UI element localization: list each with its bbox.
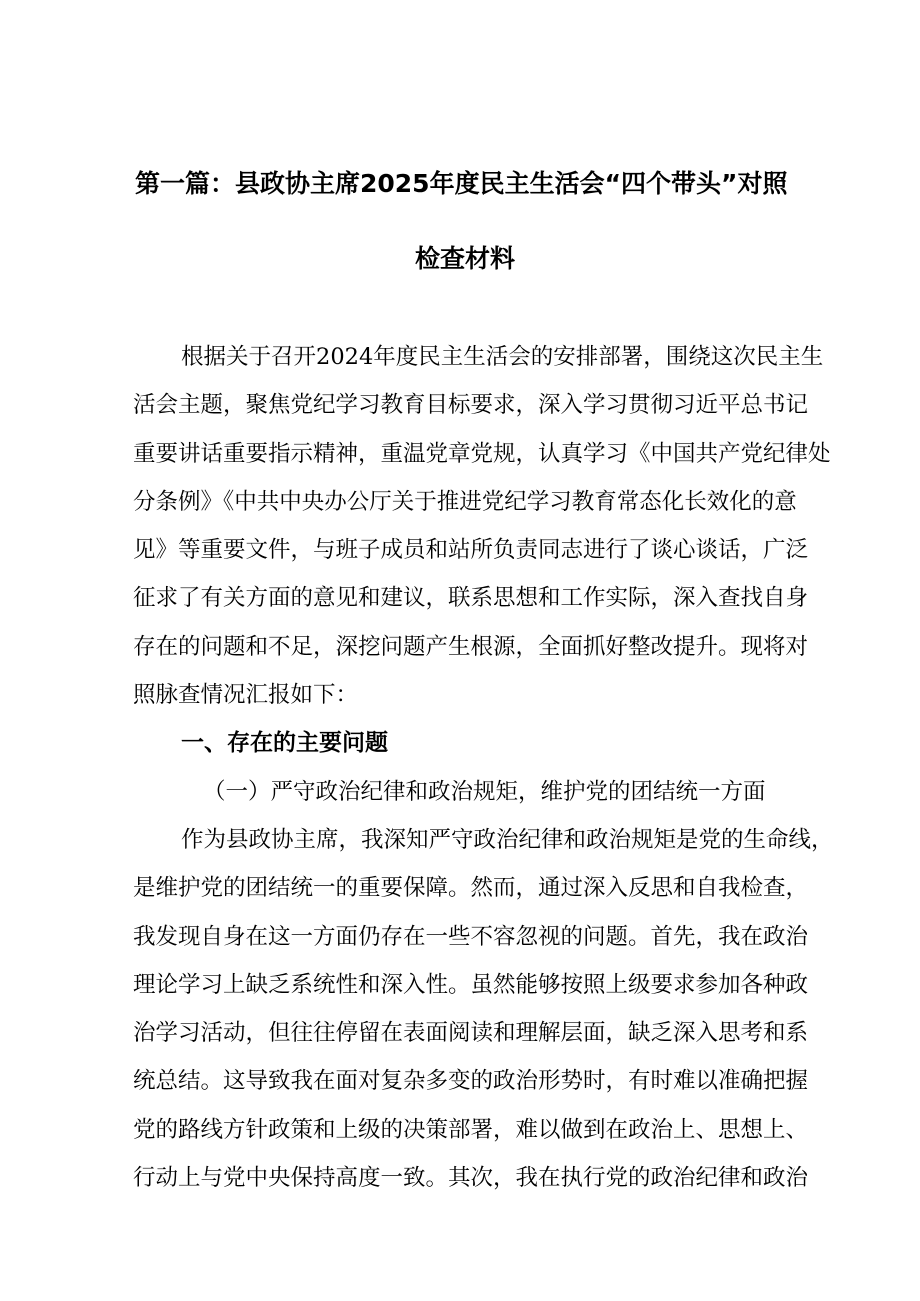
- body-line: 征求了有关方面的意见和建议，联系思想和工作实际，深入查找自身: [133, 585, 809, 612]
- body-line: 作为县政协主席，我深知严守政治纪律和政治规矩是党的生命线，: [181, 826, 834, 853]
- body-line: 见》等重要文件，与班子成员和站所负责同志进行了谈心谈话，广泛: [133, 537, 809, 564]
- body-line: 重要讲话重要指示精神，重温党章党规，认真学习《中国共产党纪律处: [133, 440, 831, 467]
- title-line-2: 检查材料: [415, 244, 516, 273]
- body-line: 是维护党的团结统一的重要保障。然而，通过深入反思和自我检查，: [133, 875, 809, 902]
- body-line: 根据关于召开2024年度民主生活会的安排部署，围绕这次民主生: [181, 344, 824, 370]
- document-body: [133, 333, 834, 1202]
- body-line: 统总结。这导致我在面对复杂多变的政治形势时，有时难以准确把握: [133, 1068, 809, 1095]
- body-line: 分条例》《中共中央办公厅关于推进党纪学习教育常态化长效化的意: [133, 488, 797, 515]
- body-line: 活会主题，聚焦党纪学习教育目标要求，深入学习贯彻习近平总书记: [133, 392, 809, 419]
- body-line: 存在的问题和不足，深挖问题产生根源，全面抓好整改提升。现将对: [133, 633, 809, 660]
- body-line: 我发现自身在这一方面仍存在一些不容忽视的问题。首先，我在政治: [133, 923, 809, 950]
- section-heading: 一、存在的主要问题: [181, 730, 388, 757]
- body-line: 行动上与党中央保持高度一致。其次，我在执行党的政治纪律和政治: [133, 1165, 809, 1192]
- body-line: 治学习活动，但往往停留在表面阅读和理解层面，缺乏深入思考和系: [133, 1020, 809, 1047]
- body-line: 照脉查情况汇报如下：: [133, 682, 359, 709]
- title-line-1: 第一篇：县政协主席2025年度民主生活会“四个带头”对照: [135, 169, 788, 198]
- body-line: 党的路线方针政策和上级的决策部署，难以做到在政治上、思想上、: [133, 1116, 809, 1143]
- body-line: 理论学习上缺乏系统性和深入性。虽然能够按照上级要求参加各种政: [133, 971, 809, 998]
- subsection-heading: （一）严守政治纪律和政治规矩，维护党的团结统一方面: [203, 778, 766, 805]
